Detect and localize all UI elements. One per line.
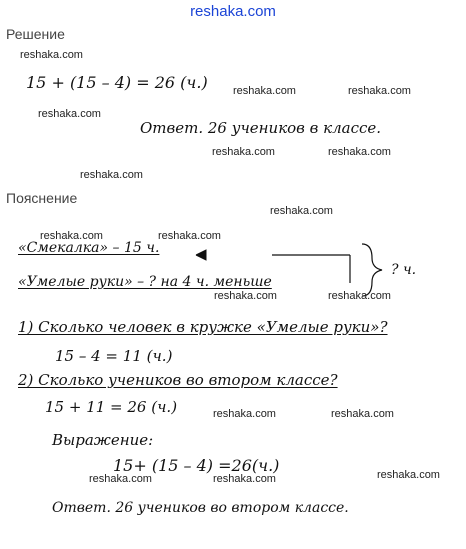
watermark: reshaka.com	[89, 473, 152, 485]
watermark: reshaka.com	[331, 408, 394, 420]
watermark: reshaka.com	[20, 49, 83, 61]
short-note-line-1: «Смекалка» – 15 ч.	[18, 240, 160, 256]
watermark: reshaka.com	[80, 169, 143, 181]
site-title[interactable]: reshaka.com	[190, 3, 276, 20]
watermark: reshaka.com	[212, 146, 275, 158]
explanation-heading: Пояснение	[6, 190, 78, 206]
watermark: reshaka.com	[213, 473, 276, 485]
solution-answer: Ответ. 26 учеников в классе.	[140, 119, 382, 137]
arrow-head-icon	[196, 250, 206, 260]
watermark: reshaka.com	[328, 146, 391, 158]
expression: 15+ (15 – 4) =26(ч.)	[113, 456, 280, 475]
watermark: reshaka.com	[270, 205, 333, 217]
watermark: reshaka.com	[328, 290, 391, 302]
calc-2: 15 + 11 = 26 (ч.)	[45, 398, 178, 416]
question-1: 1) Сколько человек в кружке «Умелые руки»?	[18, 318, 388, 336]
brace-icon	[362, 244, 382, 296]
expression-label: Выражение:	[52, 431, 154, 449]
calc-1: 15 – 4 = 11 (ч.)	[55, 347, 173, 365]
solution-expression: 15 + (15 – 4) = 26 (ч.)	[26, 73, 208, 92]
watermark: reshaka.com	[158, 230, 221, 242]
short-note-line-2: «Умелые руки» – ? на 4 ч. меньше	[18, 274, 272, 290]
question-2: 2) Сколько учеников во втором классе?	[18, 371, 338, 389]
watermark: reshaka.com	[348, 85, 411, 97]
solution-heading: Решение	[6, 26, 65, 42]
watermark: reshaka.com	[38, 108, 101, 120]
watermark: reshaka.com	[233, 85, 296, 97]
explanation-answer: Ответ. 26 учеников во втором классе.	[52, 500, 349, 516]
short-note-total: ? ч.	[391, 262, 417, 278]
watermark: reshaka.com	[213, 408, 276, 420]
watermark: reshaka.com	[40, 230, 103, 242]
watermark: reshaka.com	[377, 469, 440, 481]
watermark: reshaka.com	[214, 290, 277, 302]
